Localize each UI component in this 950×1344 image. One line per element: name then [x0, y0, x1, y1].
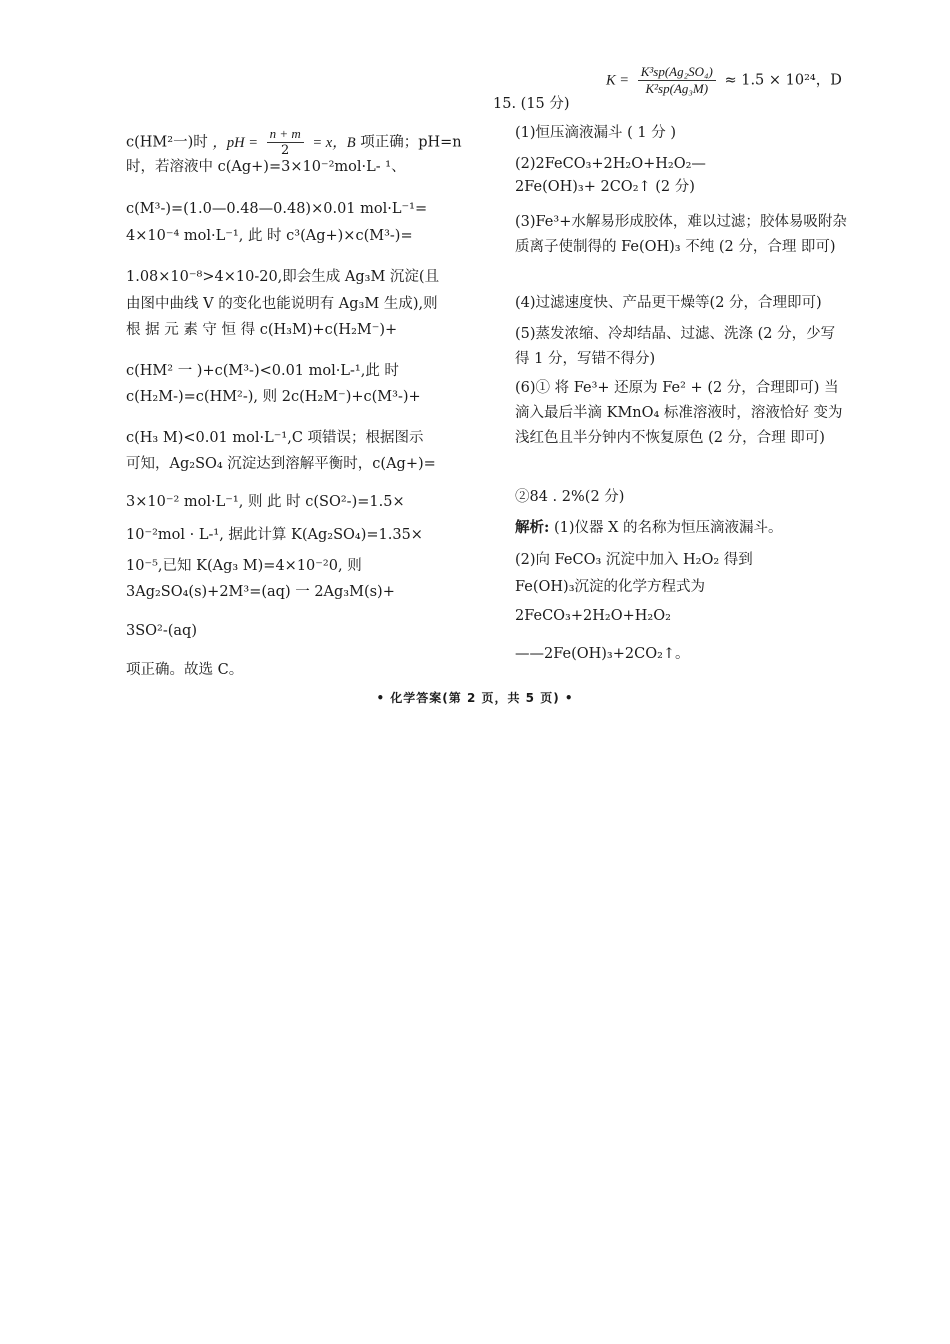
analysis-line: ——2Fe(OH)₃+2CO₂↑。: [515, 646, 690, 662]
left-line: 4×10⁻⁴ mol·L⁻¹, 此 时 c³(Ag+)×c(M³-)=: [126, 228, 413, 244]
formula-ph: ，pH = $\frac{n + m}{2}$ = x，B: [212, 126, 356, 158]
left-line: 根 据 元 素 守 恒 得 c(H₃M)+c(H₂M⁻)+: [126, 322, 398, 338]
left-line: 可知，Ag₂SO₄ 沉淀达到溶解平衡时，c(Ag+)=: [126, 456, 436, 472]
formula-k: K = $\frac{\text{K³sp(Ag₂SO₄)}}{\text{K²sp(Ag₃M)}}$ ≈ 1.5 × 10²⁴，D: [606, 64, 842, 96]
answer-3: (3)Fe³+水解易形成胶体，难以过滤；胶体易吸附杂质离子使制得的 Fe(OH)₃ 不纯 (2 分，合理 即可): [515, 214, 847, 255]
left-line: c(H₂M-)=c(HM²-), 则 2c(H₂M⁻)+c(M³-)+: [126, 389, 421, 405]
answer-2a: (2)2FeCO₃+2H₂O+H₂O₂—: [515, 156, 706, 172]
analysis-line: 2FeCO₃+2H₂O+H₂O₂: [515, 608, 671, 624]
left-line: 项正确。故选 C。: [126, 662, 244, 678]
left-line: 由图中曲线 V 的变化也能说明有 Ag₃M 生成),则: [126, 296, 438, 312]
left-line: c(H₃ M)<0.01 mol·L⁻¹,C 项错误；根据图示: [126, 430, 424, 446]
left-line: 1.08×10⁻⁸>4×10-20,即会生成 Ag₃M 沉淀(且: [126, 269, 440, 285]
analysis-1: 解析: (1)仪器 X 的名称为恒压滴液漏斗。: [515, 519, 783, 536]
left-line: 3×10⁻² mol·L⁻¹, 则 此 时 c(SO²-)=1.5×: [126, 494, 405, 510]
answer-1: (1)恒压滴液漏斗 ( 1 分 ): [515, 125, 677, 141]
answer-2b: 2Fe(OH)₃+ 2CO₂↑ (2 分): [515, 179, 695, 195]
left-line: 时，若溶液中 c(Ag+)=3×10⁻²mol·L- ¹、: [126, 159, 406, 175]
left-line: 10⁻⁵,已知 K(Ag₃ M)=4×10⁻²0, 则: [126, 558, 362, 574]
left-line: c(HM² 一 )+c(M³-)<0.01 mol·L-¹,此 时: [126, 363, 399, 379]
answer-5: (5)蒸发浓缩、冷却结晶、过滤、洗涤 (2 分，少写 得 1 分，写错不得分): [515, 326, 836, 367]
analysis-label: 解析:: [515, 519, 550, 536]
left-line: 10⁻²mol · L-¹, 据此计算 K(Ag₂SO₄)=1.35×: [126, 527, 423, 543]
left-line: c(HM²一)时 ，pH = $\frac{n + m}{2}$ = x，B 项正确；pH=n: [126, 126, 462, 158]
left-line: 3SO²-(aq): [126, 623, 197, 639]
page-footer: • 化学答案(第 2 页，共 5 页) •: [376, 691, 574, 705]
answer-4: (4)过滤速度快、产品更干燥等(2 分，合理即可): [515, 295, 822, 311]
question-number: 15. (15 分): [493, 96, 570, 112]
analysis-line: Fe(OH)₃沉淀的化学方程式为: [515, 579, 706, 595]
answer-6: (6)① 将 Fe³+ 还原为 Fe² + (2 分，合理即可) 当滴入最后半滴 KMnO₄ 标准溶液时，溶液恰好 变为浅红色且半分钟内不恢复原色 (2 分，合理 即可): [515, 380, 843, 446]
formula-k-fraction: $\frac{\text{K³sp(Ag₂SO₄)}}{\text{K²sp(Ag₃M)}}$: [638, 64, 716, 97]
analysis-line: (2)向 FeCO₃ 沉淀中加入 H₂O₂ 得到: [515, 552, 753, 568]
left-line: 3Ag₂SO₄(s)+2M³=(aq) 一 2Ag₃M(s)+: [126, 584, 395, 600]
answer-6-2: ②84 . 2%(2 分): [515, 489, 625, 505]
left-line: c(M³-)=(1.0—0.48—0.48)×0.01 mol·L⁻¹=: [126, 201, 428, 217]
